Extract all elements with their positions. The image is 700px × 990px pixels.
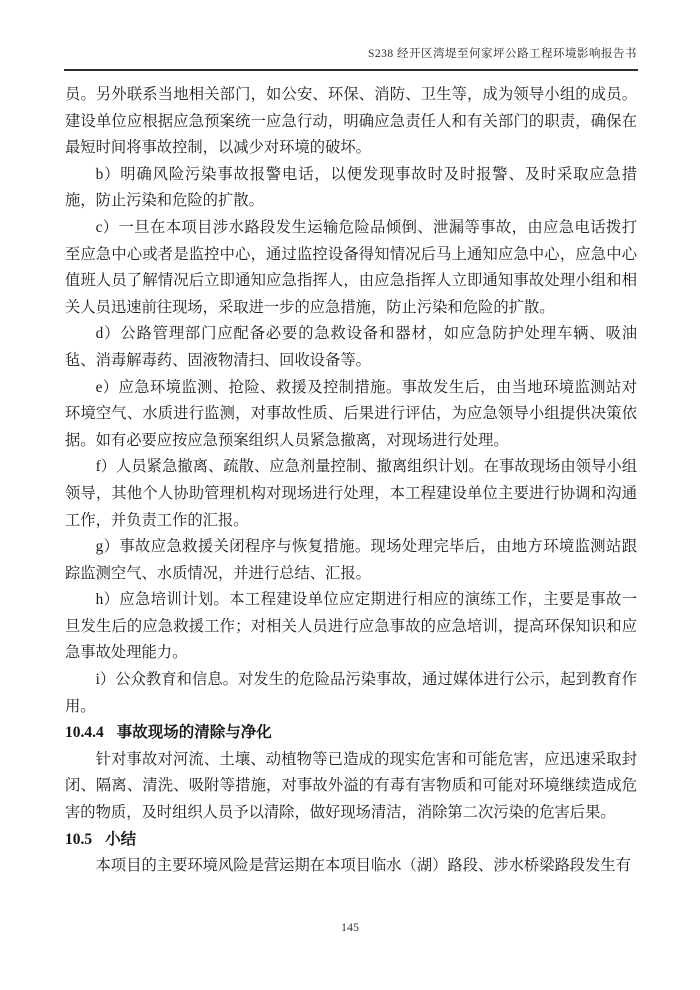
section-heading-10-5 (65, 827, 637, 854)
document-body (65, 82, 637, 880)
section-number: 10.4.4 (65, 724, 104, 742)
paragraph-item-c: c）一旦在本项目涉水路段发生运输危险品倾倒、泄漏等事故，由应急电话拨打至应急中心或者是监控中心，通过监控设备得知情况后马上通知应急中心，应急中心值班人员了解情况后立即通知应急指挥人，由应急指挥人立即通知事故处理小组和相关人员迅速前往现场，采取进一步的应急措施，防止污染和危险的扩散。 (65, 218, 637, 316)
paragraph-item-i: i）公众教育和信息。对发生的危险品污染事故，通过媒体进行公示，起到教育作用。 (65, 671, 637, 715)
section-title: 事故现场的清除与净化 (116, 724, 272, 742)
paragraph-item-h: h）应急培训计划。本工程建设单位应定期进行相应的演练工作，主要是事故一旦发生后的应急救援工作；对相关人员进行应急事故的应急培训，提高环保知识和应急事故处理能力。 (65, 591, 637, 662)
paragraph-item-f: f）人员紧急撤离、疏散、应急剂量控制、撤离组织计划。在事故现场由领导小组领导，其他个人协助管理机构对现场进行处理，本工程建设单位主要进行协调和沟通工作，并负责工作的汇报。 (65, 458, 637, 529)
section-heading-10-4-4 (65, 720, 637, 747)
paragraph-item-e: e）应急环境监测、抢险、救援及控制措施。事故发生后，由当地环境监测站对环境空气、水质进行监测，对事故性质、后果进行评估，为应急领导小组提供决策依据。如有必要应按应急预案组织人员紧急撤离，对现场进行处理。 (65, 378, 637, 449)
paragraph-summary: 本项目的主要环境风险是营运期在本项目临水（湖）路段、涉水桥梁路段发生有 (95, 857, 631, 875)
page-footer (0, 920, 700, 935)
paragraph-item-d: d）公路管理部门应配备必要的急救设备和器材，如应急防护处理车辆、吸油毡、消毒解毒药、固液物清扫、回收设备等。 (65, 325, 637, 369)
section-number: 10.5 (65, 830, 93, 848)
paragraph-cleanup: 针对事故对河流、土壤、动植物等已造成的现实危害和可能危害，应迅速采取封闭、隔离、清洗、吸附等措施，对事故外溢的有毒有害物质和可能对环境继续造成危害的物质，及时组织人员予以清除，做好现场清洁，消除第二次污染的危害后果。 (65, 750, 637, 822)
page-number: 145 (341, 920, 359, 934)
paragraph-continuation: 员。另外联系当地相关部门，如公安、环保、消防、卫生等，成为领导小组的成员。建设单位应根据应急预案统一应急行动，明确应急责任人和有关部门的职责，确保在最短时间将事故控制，以减少对环境的破坏。 (65, 86, 637, 157)
paragraph-item-b: b）明确风险污染事故报警电话，以便发现事故时及时报警、及时采取应急措施，防止污染和危险的扩散。 (65, 165, 637, 210)
paragraph-item-g: g）事故应急救援关闭程序与恢复措施。现场处理完毕后，由地方环境监测站跟踪监测空气、水质情况，并进行总结、汇报。 (65, 538, 637, 582)
header-title: S238 经开区湾堤至何家坪公路工程环境影响报告书 (367, 48, 637, 60)
section-title: 小结 (105, 830, 137, 848)
header-divider (64, 69, 638, 71)
page-header (65, 47, 637, 61)
